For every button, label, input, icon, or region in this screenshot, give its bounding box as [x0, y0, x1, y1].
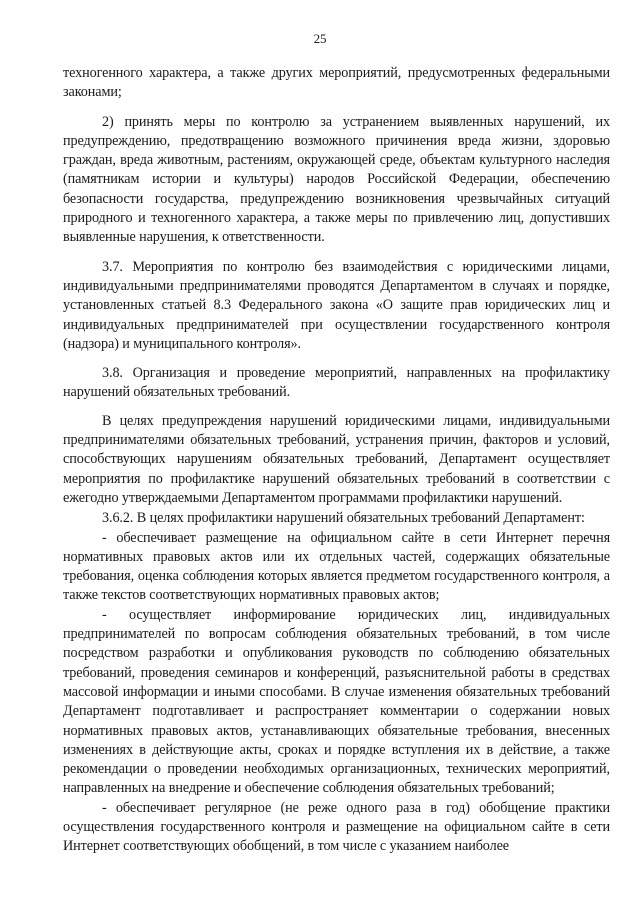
document-body	[63, 64, 610, 857]
paragraph-list-item-informing: - осуществляет информирование юридических лиц, индивидуальных предпринимателей по вопросам соблюдения обязательных требований, в том числе посредством разработки и опубликования руководств по соблюдению обязательных требований, проведения семинаров и конференций, разъяснительной работы в средствах массовой информации и иными способами. В случае изменения обязательных требований Департамент подготавливает и распространяет комментарии о содержании новых нормативных правовых актов, устанавливающих обязательные требования, внесенных изменениях в действующие акты, сроках и порядке вступления их в действие, а также рекомендации о проведении необходимых организационных, технических мероприятий, направленных на внедрение и обеспечение соблюдения обязательных требований;	[63, 606, 610, 797]
paragraph-section-3-8: 3.8. Организация и проведение мероприятий, направленных на профилактику нарушений обязательных требований.	[63, 365, 610, 401]
paragraph-list-item-website: - обеспечивает размещение на официальном сайте в сети Интернет перечня нормативных правовых актов или их отдельных частей, содержащих обязательные требования, оценка соблюдения которых является предметом государственного контроля, а также текстов соответствующих нормативных правовых актов;	[63, 529, 610, 604]
paragraph-prevention-goals: В целях предупреждения нарушений юридическими лицами, индивидуальными предпринимателями обязательных требований, устранения причин, факторов и условий, способствующих нарушениям обязательных требований, Департамент осуществляет мероприятия по профилактике нарушений обязательных требований в соответствии с ежегодно утверждаемыми Департаментом программами профилактики нарушений.	[63, 412, 610, 506]
paragraph-continuation: техногенного характера, а также других мероприятий, предусмотренных федеральными законами;	[63, 65, 610, 101]
paragraph-section-3-7: 3.7. Мероприятия по контролю без взаимодействия с юридическими лицами, индивидуальными предпринимателями проводятся Департаментом в случаях и порядке, установленных статьей 8.3 Федерального закона «О защите прав юридических лиц и индивидуальных предпринимателей при осуществлении государственного контроля (надзора) и муниципального контроля».	[63, 258, 610, 352]
paragraph-item-2: 2) принять меры по контролю за устранением выявленных нарушений, их предупреждению, предотвращению возможного причинения вреда жизни, здоровью граждан, вреда животным, растениям, окружающей среде, объектам культурного наследия (памятникам истории и культуры) народов Российской Федерации, обеспечению безопасности государства, предупреждению возникновения чрезвычайных ситуаций природного и техногенного характера, а также меры по привлечению лиц, допустивших выявленные нарушения, к ответственности.	[63, 113, 610, 246]
paragraph-list-item-generalization: - обеспечивает регулярное (не реже одного раза в год) обобщение практики осуществления государственного контроля и размещение на официальном сайте в сети Интернет соответствующих обобщений, в том числе с указанием наиболее	[63, 799, 610, 855]
page-number: 25	[313, 31, 327, 46]
paragraph-section-3-6-2: 3.6.2. В целях профилактики нарушений обязательных требований Департамент:	[102, 510, 585, 527]
